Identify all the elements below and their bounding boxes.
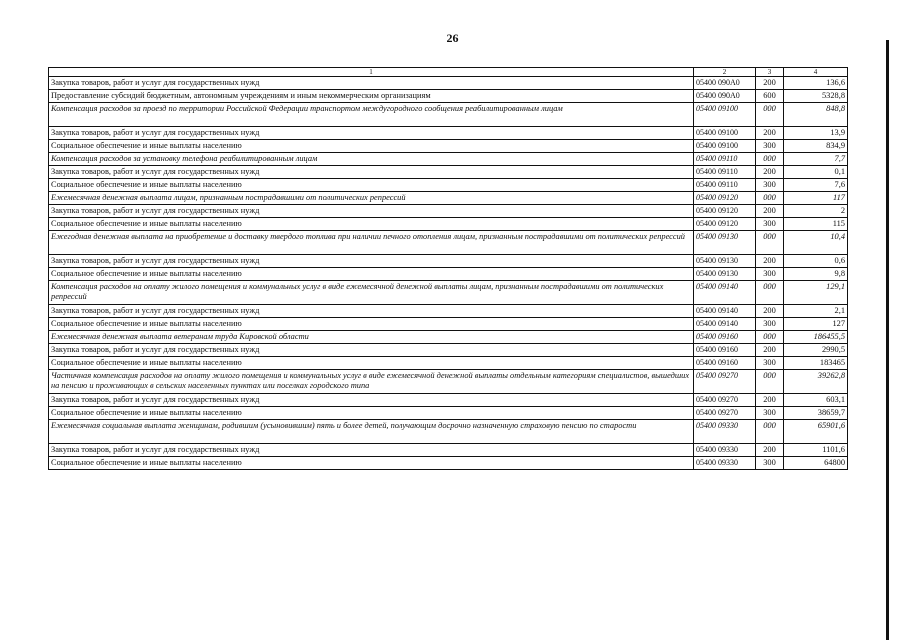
table-row [49, 444, 848, 457]
row-name-cell: Закупка товаров, работ и услуг для государственных нужд [49, 344, 694, 357]
row-code-cell: 05400 09130 [694, 231, 756, 255]
row-name-cell: Социальное обеспечение и иные выплаты населению [49, 318, 694, 331]
row-code-cell: 05400 09140 [694, 305, 756, 318]
row-name-cell: Закупка товаров, работ и услуг для государственных нужд [49, 127, 694, 140]
row-type-cell: 300 [756, 218, 784, 231]
row-sum-cell: 9,8 [784, 268, 848, 281]
row-sum-cell: 117 [784, 192, 848, 205]
row-code-cell: 05400 09120 [694, 218, 756, 231]
row-sum-cell: 834,9 [784, 140, 848, 153]
row-name-cell: Ежегодная денежная выплата на приобретение и доставку твердого топлива при наличии печного отопления лицам, признанным пострадавшими от политических репрессий [49, 231, 694, 255]
row-type-cell: 200 [756, 77, 784, 90]
row-sum-cell: 2990,5 [784, 344, 848, 357]
table-row [49, 127, 848, 140]
column-number-code: 2 [694, 68, 756, 77]
row-code-cell: 05400 090А0 [694, 77, 756, 90]
row-code-cell: 05400 09160 [694, 331, 756, 344]
row-name-cell: Компенсация расходов за установку телефона реабилитированным лицам [49, 153, 694, 166]
row-type-cell: 000 [756, 281, 784, 305]
table-row [49, 370, 848, 394]
row-sum-cell: 183465 [784, 357, 848, 370]
row-sum-cell: 186455,5 [784, 331, 848, 344]
row-sum-cell: 2 [784, 205, 848, 218]
row-name-cell: Компенсация расходов на оплату жилого помещения и коммунальных услуг в виде ежемесячной денежной выплаты лицам, признанным пострадавшими от политических репрессий [49, 281, 694, 305]
row-type-cell: 300 [756, 140, 784, 153]
row-code-cell: 05400 09270 [694, 407, 756, 420]
row-code-cell: 05400 09330 [694, 444, 756, 457]
row-type-cell: 200 [756, 166, 784, 179]
row-name-cell: Социальное обеспечение и иные выплаты населению [49, 179, 694, 192]
row-name-cell: Закупка товаров, работ и услуг для государственных нужд [49, 444, 694, 457]
row-sum-cell: 64800 [784, 457, 848, 470]
row-code-cell: 05400 09160 [694, 344, 756, 357]
row-type-cell: 000 [756, 331, 784, 344]
row-code-cell: 05400 09100 [694, 140, 756, 153]
row-code-cell: 05400 09110 [694, 166, 756, 179]
budget-table-body [49, 68, 848, 470]
table-row [49, 394, 848, 407]
row-code-cell: 05400 09330 [694, 457, 756, 470]
row-code-cell: 05400 09130 [694, 268, 756, 281]
table-row [49, 166, 848, 179]
row-type-cell: 000 [756, 103, 784, 127]
row-sum-cell: 10,4 [784, 231, 848, 255]
row-type-cell: 300 [756, 357, 784, 370]
row-name-cell: Закупка товаров, работ и услуг для государственных нужд [49, 77, 694, 90]
table-row [49, 344, 848, 357]
row-type-cell: 200 [756, 305, 784, 318]
row-name-cell: Закупка товаров, работ и услуг для государственных нужд [49, 305, 694, 318]
row-name-cell: Социальное обеспечение и иные выплаты населению [49, 268, 694, 281]
table-row [49, 255, 848, 268]
row-type-cell: 000 [756, 370, 784, 394]
row-code-cell: 05400 090А0 [694, 90, 756, 103]
row-sum-cell: 136,6 [784, 77, 848, 90]
row-type-cell: 200 [756, 205, 784, 218]
table-row [49, 457, 848, 470]
row-sum-cell: 0,1 [784, 166, 848, 179]
row-sum-cell: 115 [784, 218, 848, 231]
row-name-cell: Ежемесячная денежная выплата лицам, признанным пострадавшими от политических репрессий [49, 192, 694, 205]
table-row [49, 140, 848, 153]
table-row [49, 231, 848, 255]
row-code-cell: 05400 09140 [694, 318, 756, 331]
row-sum-cell: 0,6 [784, 255, 848, 268]
table-row [49, 318, 848, 331]
row-name-cell: Социальное обеспечение и иные выплаты населению [49, 407, 694, 420]
row-sum-cell: 1101,6 [784, 444, 848, 457]
column-number-sum: 4 [784, 68, 848, 77]
page-number: 26 [446, 31, 459, 45]
row-sum-cell: 5328,8 [784, 90, 848, 103]
row-name-cell: Социальное обеспечение и иные выплаты населению [49, 457, 694, 470]
table-row [49, 90, 848, 103]
row-code-cell: 05400 09100 [694, 103, 756, 127]
table-row [49, 357, 848, 370]
column-number-row [49, 68, 848, 77]
row-code-cell: 05400 09120 [694, 205, 756, 218]
column-number-name: 1 [49, 68, 694, 77]
row-sum-cell: 7,6 [784, 179, 848, 192]
row-sum-cell: 129,1 [784, 281, 848, 305]
row-name-cell: Закупка товаров, работ и услуг для государственных нужд [49, 166, 694, 179]
row-sum-cell: 7,7 [784, 153, 848, 166]
row-sum-cell: 603,1 [784, 394, 848, 407]
row-sum-cell: 13,9 [784, 127, 848, 140]
row-type-cell: 200 [756, 127, 784, 140]
row-name-cell: Социальное обеспечение и иные выплаты населению [49, 357, 694, 370]
scan-edge-line [886, 40, 889, 640]
table-row [49, 179, 848, 192]
row-name-cell: Социальное обеспечение и иные выплаты населению [49, 218, 694, 231]
row-type-cell: 300 [756, 318, 784, 331]
table-row [49, 153, 848, 166]
row-name-cell: Закупка товаров, работ и услуг для государственных нужд [49, 394, 694, 407]
table-row [49, 268, 848, 281]
row-type-cell: 200 [756, 444, 784, 457]
table-row [49, 103, 848, 127]
row-type-cell: 300 [756, 457, 784, 470]
row-name-cell: Ежемесячная социальная выплата женщинам, родившим (усыновившим) пять и более детей, получающим досрочно назначенную страховую пенсию по старости [49, 420, 694, 444]
row-sum-cell: 848,8 [784, 103, 848, 127]
row-type-cell: 200 [756, 255, 784, 268]
row-code-cell: 05400 09130 [694, 255, 756, 268]
row-sum-cell: 38659,7 [784, 407, 848, 420]
table-row [49, 420, 848, 444]
column-number-type: 3 [756, 68, 784, 77]
row-sum-cell: 65901,6 [784, 420, 848, 444]
row-sum-cell: 2,1 [784, 305, 848, 318]
table-row [49, 205, 848, 218]
row-type-cell: 000 [756, 420, 784, 444]
row-type-cell: 300 [756, 268, 784, 281]
row-code-cell: 05400 09270 [694, 394, 756, 407]
table-row [49, 407, 848, 420]
row-type-cell: 200 [756, 394, 784, 407]
row-sum-cell: 39262,8 [784, 370, 848, 394]
table-row [49, 77, 848, 90]
row-name-cell: Закупка товаров, работ и услуг для государственных нужд [49, 255, 694, 268]
table-row [49, 192, 848, 205]
budget-table [48, 67, 848, 470]
table-row [49, 281, 848, 305]
table-row [49, 331, 848, 344]
row-type-cell: 300 [756, 407, 784, 420]
row-type-cell: 200 [756, 344, 784, 357]
row-code-cell: 05400 09110 [694, 179, 756, 192]
row-code-cell: 05400 09140 [694, 281, 756, 305]
row-name-cell: Социальное обеспечение и иные выплаты населению [49, 140, 694, 153]
row-name-cell: Частичная компенсация расходов на оплату жилого помещения и коммунальных услуг в виде ежемесячной денежной выплаты отдельным категориям специалистов, вышедших на пенсию и проживающих в сельских населенных пунктах или поселках городского типа [49, 370, 694, 394]
row-name-cell: Ежемесячная денежная выплата ветеранам труда Кировской области [49, 331, 694, 344]
row-code-cell: 05400 09270 [694, 370, 756, 394]
table-row [49, 218, 848, 231]
row-name-cell: Компенсация расходов за проезд по территории Российской Федерации транспортом междугородного сообщения реабилитированным лицам [49, 103, 694, 127]
table-row [49, 305, 848, 318]
row-type-cell: 000 [756, 153, 784, 166]
row-sum-cell: 127 [784, 318, 848, 331]
row-name-cell: Закупка товаров, работ и услуг для государственных нужд [49, 205, 694, 218]
row-code-cell: 05400 09160 [694, 357, 756, 370]
row-type-cell: 000 [756, 192, 784, 205]
row-name-cell: Предоставление субсидий бюджетным, автономным учреждениям и иным некоммерческим организациям [49, 90, 694, 103]
row-code-cell: 05400 09100 [694, 127, 756, 140]
row-type-cell: 300 [756, 179, 784, 192]
row-code-cell: 05400 09110 [694, 153, 756, 166]
row-type-cell: 000 [756, 231, 784, 255]
row-code-cell: 05400 09120 [694, 192, 756, 205]
row-code-cell: 05400 09330 [694, 420, 756, 444]
row-type-cell: 600 [756, 90, 784, 103]
